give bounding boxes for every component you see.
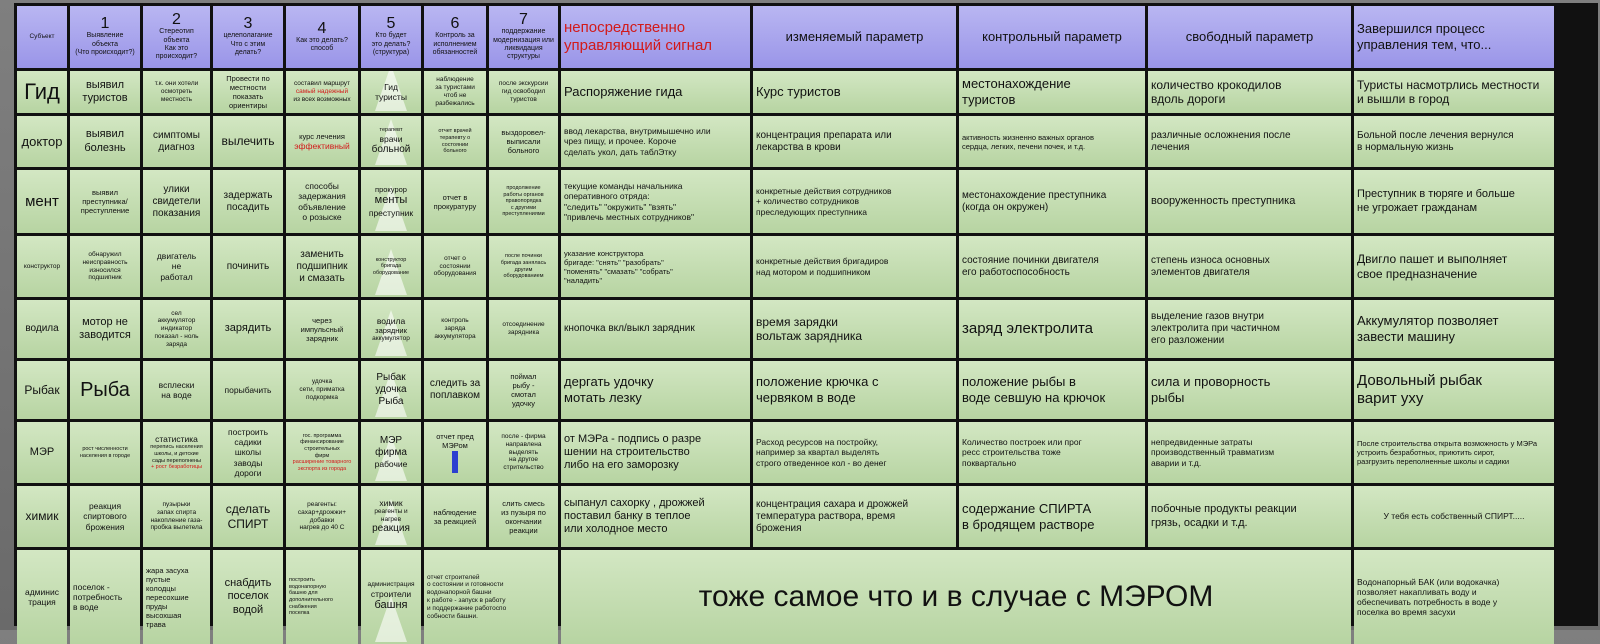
cell-support bbox=[489, 300, 558, 358]
row-subject bbox=[17, 170, 67, 233]
cell-signal bbox=[561, 170, 750, 233]
cell-text: сел аккумулятор индикатор показал - ноль заряда bbox=[154, 309, 199, 348]
cell-support bbox=[489, 170, 558, 233]
cell-control bbox=[424, 300, 486, 358]
cell-text: после - фирма направлена выделять на другое стрительство bbox=[501, 433, 546, 472]
cell-text: Расход ресурсов на постройку, например за квартал выделять строго отведенное кол - во денег bbox=[756, 437, 887, 468]
cell-text-highlight: расширение товарного экспорта из города bbox=[292, 459, 352, 472]
cell-goal bbox=[213, 361, 283, 419]
header-finished bbox=[1354, 6, 1554, 68]
subject-label: мент bbox=[25, 192, 59, 210]
cell-free bbox=[1148, 116, 1351, 167]
header-col-3 bbox=[213, 6, 283, 68]
cell-text: сыпанул сахорку , дрожжей поставил банку в теплое или холодное место bbox=[564, 496, 705, 536]
row-subject bbox=[17, 71, 67, 113]
cell-text: конкретные действия сотрудников + количество сотрудников преследующих преступника bbox=[756, 186, 892, 217]
cell-text: выявил болезнь bbox=[84, 128, 126, 154]
header-col-1 bbox=[70, 6, 140, 68]
cell-text: отчет пред МЭРом bbox=[436, 432, 474, 450]
header-col-num: 2 bbox=[172, 11, 181, 29]
structure-middle: зарядник bbox=[375, 325, 407, 335]
cell-text: жара засуха пустые колодцы пересохшие пруды высохшая трава bbox=[146, 565, 189, 629]
cell-text: Рыба bbox=[80, 379, 130, 401]
structure-top: водила bbox=[376, 315, 406, 326]
header-col-6 bbox=[424, 6, 486, 68]
cell-text: содержание СПИРТА в бродящем растворе bbox=[962, 500, 1095, 532]
cell-text: отчет строителей о состоянии и готовности водонапорной башни к работе - запуск в работу и поддержание работоспо собности башни. bbox=[427, 573, 507, 620]
cell-finished bbox=[1354, 116, 1554, 167]
cell-goal bbox=[213, 486, 283, 547]
subject-label: Рыбак bbox=[24, 382, 60, 397]
header-col-num: 1 bbox=[100, 15, 110, 33]
cell-stereotype bbox=[143, 236, 210, 297]
cell-detect bbox=[70, 236, 140, 297]
cell-free bbox=[1148, 300, 1351, 358]
cell-text: симптомы диагноз bbox=[153, 129, 200, 153]
cell-text: концентрация препарата или лекарства в крови bbox=[756, 129, 892, 153]
cell-stereotype bbox=[143, 300, 210, 358]
row-subject bbox=[17, 300, 67, 358]
cell-control-param bbox=[959, 422, 1145, 483]
cell-free bbox=[1148, 361, 1351, 419]
cell-control bbox=[424, 170, 486, 233]
cell-detect bbox=[70, 422, 140, 483]
cell-text: удочка сети, приматка подкормка bbox=[299, 378, 345, 401]
cell-control bbox=[424, 71, 486, 113]
cell-goal bbox=[213, 422, 283, 483]
cell-control-param bbox=[959, 300, 1145, 358]
management-table bbox=[14, 3, 1598, 629]
cell-text-highlight: эффективный bbox=[294, 140, 350, 151]
cell-text: указание конструктора бригаде: "снять" "разобрать" "поменять" "смазать" "собрать" "наладить" bbox=[564, 248, 673, 285]
header-col-7 bbox=[489, 6, 558, 68]
cell-finished bbox=[1354, 486, 1554, 547]
cell-support bbox=[489, 236, 558, 297]
cell-text: рост численности населения в городе bbox=[79, 445, 131, 459]
cell-text: У тебя есть собственный СПИРТ..... bbox=[1383, 511, 1525, 522]
cell-text: двигатель не работал bbox=[156, 251, 197, 282]
subject-label: доктор bbox=[21, 133, 63, 149]
cell-method bbox=[286, 300, 358, 358]
header-changed bbox=[753, 6, 956, 68]
cell-structure bbox=[361, 361, 421, 419]
cell-text: отчет о состоянии оборудования bbox=[433, 254, 477, 278]
cell-structure bbox=[361, 170, 421, 233]
cell-goal bbox=[213, 170, 283, 233]
cell-text: следить за поплавком bbox=[429, 378, 481, 401]
cell-text: после экскурсии гид освободил туристов bbox=[498, 80, 549, 103]
cell-control-param bbox=[959, 486, 1145, 547]
structure-bottom: оборудование bbox=[372, 269, 410, 276]
cell-text: снабдить поселок водой bbox=[224, 577, 272, 616]
header-col-2 bbox=[143, 6, 210, 68]
cell-finished bbox=[1354, 170, 1554, 233]
structure-bottom: реакция bbox=[372, 523, 410, 535]
cell-text: поймал рыбу - смотал удочку bbox=[510, 372, 537, 408]
subject-label: водила bbox=[25, 323, 59, 334]
cell-text: местонахождение туристов bbox=[962, 76, 1071, 107]
structure-middle: реагенты и нагрев bbox=[374, 507, 408, 523]
cell-text: т.к. они хотели осмотреть местность bbox=[154, 80, 199, 103]
structure-middle: фирма bbox=[375, 447, 407, 459]
cell-changed bbox=[753, 236, 956, 297]
cell-text: мотор не заводится bbox=[79, 315, 131, 341]
cell-text: улики свидетели показания bbox=[152, 183, 201, 219]
cell-control bbox=[424, 422, 486, 483]
cell-method bbox=[286, 361, 358, 419]
cell-text: местонахождение преступника (когда он окружен) bbox=[962, 189, 1107, 213]
cell-text: наблюдение за реакцией bbox=[433, 507, 477, 526]
row-subject bbox=[17, 236, 67, 297]
cell-text: Преступник в тюряге и больше не угрожает гражданам bbox=[1357, 188, 1515, 214]
cell-stereotype bbox=[143, 422, 210, 483]
cell-free bbox=[1148, 71, 1351, 113]
cell-changed bbox=[753, 116, 956, 167]
cell-signal bbox=[561, 422, 750, 483]
cell-method bbox=[286, 170, 358, 233]
cell-control bbox=[424, 236, 486, 297]
cell-text: починить bbox=[226, 260, 270, 272]
cell-text: Курс туристов bbox=[756, 84, 841, 100]
header-col-label: поддержание модернизация или ликвидация структуры bbox=[493, 28, 554, 61]
merged-text: тоже самое что и в случае с МЭРОМ bbox=[698, 580, 1214, 613]
structure-middle: менты bbox=[374, 194, 408, 207]
header-col-num: 7 bbox=[519, 11, 528, 29]
header-changed-label: изменяемый параметр bbox=[785, 29, 924, 45]
cell-method bbox=[286, 486, 358, 547]
subject-label: конструктор bbox=[23, 262, 61, 270]
cell-text: заменить подшипник и смазать bbox=[296, 248, 348, 284]
cell-finished bbox=[1354, 236, 1554, 297]
cell-text: статистика bbox=[155, 434, 198, 445]
header-control-label: контрольный параметр bbox=[982, 29, 1122, 45]
header-col-num: 5 bbox=[386, 15, 396, 33]
cell-text: Распоряжение гида bbox=[564, 84, 683, 100]
structure-bottom: рабочие bbox=[374, 459, 408, 470]
header-control bbox=[959, 6, 1145, 68]
cell-control bbox=[424, 486, 486, 547]
cell-text: перепись населения школы, и детские сады переполнены bbox=[150, 444, 203, 464]
structure-top: прокурор bbox=[375, 185, 407, 195]
cell-finished bbox=[1354, 300, 1554, 358]
subject-label: МЭР bbox=[29, 445, 55, 458]
structure-bottom: аккумулятор bbox=[372, 334, 410, 342]
cell-stereotype bbox=[143, 170, 210, 233]
cell-changed bbox=[753, 300, 956, 358]
cell-changed bbox=[753, 486, 956, 547]
cell-text: текущие команды начальника оперативного отряда: "следить" "окружить" "взять" "привлечь местных сотрудников" bbox=[564, 181, 695, 222]
cell-finished bbox=[1354, 422, 1554, 483]
structure-top: Рыбак bbox=[376, 372, 406, 383]
cell-text: непредвиденные затраты производственный травматизм аварии и т.д. bbox=[1151, 437, 1275, 468]
cell-support bbox=[489, 486, 558, 547]
cell-text: отсоединение зарядника bbox=[502, 321, 545, 336]
cell-control bbox=[424, 361, 486, 419]
cell-text: выявил туристов bbox=[82, 78, 128, 104]
cell-text: степень износа основных элементов двигателя bbox=[1151, 254, 1270, 278]
cell-structure bbox=[361, 116, 421, 167]
cell-text: порыбачить bbox=[224, 384, 272, 395]
header-finished-label: Завершился процесс управления тем, что... bbox=[1357, 21, 1492, 52]
row-subject bbox=[17, 116, 67, 167]
cell-text: поселок - потребность в воде bbox=[73, 581, 123, 613]
cell-text: положение крючка с червяком в воде bbox=[756, 374, 879, 405]
cell-text: слить смесь из пузыря по окончании реакции bbox=[501, 498, 546, 535]
cell-text: реагенты: сахар+дрожжи+ добавки нагрев до 40 С bbox=[297, 500, 347, 532]
cell-support bbox=[489, 361, 558, 419]
cell-text: Количество построек или прог ресс строительства тоже поквартально bbox=[962, 437, 1082, 468]
cell-text: Туристы насмотрлись местности и вышли в город bbox=[1357, 77, 1540, 106]
row-subject bbox=[17, 361, 67, 419]
structure-middle: удочка bbox=[375, 384, 407, 395]
cell-control bbox=[424, 116, 486, 167]
header-free-label: свободный параметр bbox=[1185, 29, 1314, 45]
structure-bottom: больной bbox=[371, 143, 411, 155]
cell-text: построить садики школы заводы дороги bbox=[228, 427, 268, 478]
header-col-label: Как это делать? способ bbox=[296, 36, 348, 52]
cell-changed bbox=[753, 71, 956, 113]
header-col-label: Выявление объекта (Что происходит?) bbox=[75, 32, 135, 57]
header-col-label: Контроль за исполнением обязанностей bbox=[432, 32, 478, 57]
cell-text: обнаружил неисправность износился подшипник bbox=[82, 250, 128, 282]
cell-text: через импульсный зарядник bbox=[300, 315, 344, 343]
structure-top: химик bbox=[379, 497, 403, 508]
header-signal bbox=[561, 6, 750, 68]
header-col-5 bbox=[361, 6, 421, 68]
cell-signal bbox=[561, 116, 750, 167]
cell-control-param bbox=[959, 71, 1145, 113]
structure-middle: врачи bbox=[379, 133, 403, 144]
cell-text: построить водонапорную башню для дополнительного снабжения поселка bbox=[289, 577, 333, 617]
cell-stereotype bbox=[143, 361, 210, 419]
structure-top: конструктор bbox=[375, 256, 407, 263]
cell-free bbox=[1148, 422, 1351, 483]
cell-text: пузырьки запах спирта накопление газа- пробка вылетела bbox=[150, 500, 203, 532]
cell-stereotype bbox=[143, 486, 210, 547]
cell-goal bbox=[213, 116, 283, 167]
header-subject-label: Субъект bbox=[29, 33, 55, 41]
cell-text: наблюдение за туристами чтоб не разбежались bbox=[435, 76, 475, 107]
header-signal-label: непосредственно управляющий сигнал bbox=[564, 19, 713, 54]
cell-text: Аккумулятор позволяет завести машину bbox=[1357, 313, 1499, 344]
cell-text: состояние починки двигателя его работоспособность bbox=[962, 254, 1099, 278]
header-col-num: 6 bbox=[450, 15, 460, 33]
cell-text: вооруженность преступника bbox=[1151, 194, 1296, 207]
cell-text: гос. программа финансирование строительных фирм bbox=[300, 432, 344, 459]
structure-middle: строители bbox=[370, 589, 412, 600]
cell-detect bbox=[70, 71, 140, 113]
structure-bottom: Рыба bbox=[378, 396, 404, 407]
cell-text: реакция спиртового брожения bbox=[83, 501, 127, 532]
cell-changed bbox=[753, 422, 956, 483]
cell-free bbox=[1148, 170, 1351, 233]
cell-text: концентрация сахара и дрожжей температура раствора, время брожения bbox=[756, 498, 909, 534]
cell-changed bbox=[753, 170, 956, 233]
cell-text: Двигло пашет и выполняет свое предназначение bbox=[1357, 252, 1508, 281]
cell-stereotype bbox=[143, 116, 210, 167]
cell-text: отчет врачей терапевту о состоянии больного bbox=[438, 128, 472, 155]
cell-text: из всех возможных bbox=[293, 95, 351, 103]
cell-text: вылечить bbox=[221, 134, 275, 149]
cell-text: После строительства открыта возможность у МЭРа устроить безработных, приютить сирот, разгрузить переполненные школы и садики bbox=[1357, 439, 1538, 466]
header-col-label: Кто будет это делать? (структура) bbox=[371, 32, 411, 57]
cell-text: различные осложнения после лечения bbox=[1151, 129, 1291, 153]
cell-text: курс лечения bbox=[299, 131, 345, 141]
cell-detect bbox=[70, 300, 140, 358]
cell-structure bbox=[361, 486, 421, 547]
cell-control-param bbox=[959, 236, 1145, 297]
cell-text: количество крокодилов вдоль дороги bbox=[1151, 77, 1282, 106]
header-col-num: 4 bbox=[317, 19, 327, 37]
cell-text: продолжение работы органов правопорядка с другими преступлениями bbox=[502, 185, 545, 218]
cell-text: контроль заряда аккумулятора bbox=[434, 317, 476, 340]
cell-text: побочные продукты реакции грязь, осадки и т.д. bbox=[1151, 503, 1297, 529]
cell-method bbox=[286, 236, 358, 297]
cell-structure bbox=[361, 300, 421, 358]
cell-structure bbox=[361, 422, 421, 483]
cell-control-param bbox=[959, 170, 1145, 233]
cell-text: дергать удочку мотать лезку bbox=[564, 374, 654, 405]
cell-method bbox=[286, 116, 358, 167]
cell-text: Больной после лечения вернулся в нормальную жизнь bbox=[1357, 129, 1514, 153]
cell-detect bbox=[70, 486, 140, 547]
structure-top: администрация bbox=[367, 581, 415, 589]
cell-text: зарядить bbox=[224, 322, 272, 335]
header-subject bbox=[17, 6, 67, 68]
cell-text: заряд электролита bbox=[962, 320, 1093, 337]
cell-detect bbox=[70, 361, 140, 419]
cell-text: отчет в прокуратуру bbox=[433, 192, 477, 211]
structure-bottom: башня bbox=[374, 599, 408, 612]
cell-structure bbox=[361, 236, 421, 297]
cell-signal bbox=[561, 486, 750, 547]
cell-text: Провести по местности показать ориентиры bbox=[226, 74, 270, 110]
subject-label: админис трация bbox=[25, 586, 59, 607]
cell-goal bbox=[213, 236, 283, 297]
cell-detect bbox=[70, 170, 140, 233]
structure-top: МЭР bbox=[379, 435, 403, 447]
subject-label: химик bbox=[25, 509, 59, 524]
cell-signal bbox=[561, 236, 750, 297]
cell-support bbox=[489, 71, 558, 113]
header-free bbox=[1148, 6, 1351, 68]
cell-text: всплески на воде bbox=[158, 379, 195, 400]
header-col-label: Стереотип объекта Как это происходит? bbox=[155, 28, 198, 61]
header-col-4 bbox=[286, 6, 358, 68]
cell-signal bbox=[561, 361, 750, 419]
row-subject bbox=[17, 422, 67, 483]
cell-stereotype bbox=[143, 71, 210, 113]
cell-free bbox=[1148, 236, 1351, 297]
cell-detect bbox=[70, 116, 140, 167]
cell-text: способы задержания объявление о розыске bbox=[298, 181, 346, 222]
cell-free bbox=[1148, 486, 1351, 547]
header-col-num: 3 bbox=[243, 15, 253, 33]
cell-text: сделать СПИРТ bbox=[225, 502, 271, 531]
structure-bottom: туристы bbox=[375, 92, 407, 102]
cell-support bbox=[489, 116, 558, 167]
cell-text: выздоровел- выписали больного bbox=[501, 128, 546, 155]
cell-text: положение рыбы в воде севшую на крючок bbox=[962, 374, 1106, 405]
cell-text: выявил преступника/ преступление bbox=[80, 188, 130, 215]
cell-finished bbox=[1354, 71, 1554, 113]
structure-bottom: преступник bbox=[368, 207, 414, 218]
subject-label: Гид bbox=[24, 78, 60, 104]
cell-control-param bbox=[959, 361, 1145, 419]
cell-text: время зарядки вольтаж зарядника bbox=[756, 314, 863, 343]
cell-support bbox=[489, 422, 558, 483]
cell-text: ввод лекарства, внутримышечно или чрез пищу, и прочее. Короче сделать укол, дать таблЭтку bbox=[564, 126, 711, 157]
cell-structure bbox=[361, 71, 421, 113]
cell-text: Довольный рыбак варит уху bbox=[1357, 372, 1482, 407]
cell-text: сила и проворность рыбы bbox=[1151, 374, 1271, 405]
structure-top: Гид bbox=[384, 81, 398, 92]
cell-text-highlight: самый надежный bbox=[295, 88, 349, 96]
cell-text-highlight: + рост безработицы bbox=[150, 464, 203, 471]
cell-text: активность жизненно важных органов сердца, легких, печени почек, и т.д. bbox=[962, 132, 1094, 151]
cell-changed bbox=[753, 361, 956, 419]
cell-goal bbox=[213, 300, 283, 358]
cell-text: задержать посадить bbox=[223, 189, 273, 213]
cell-text: Водонапорный БАК (или водокачка) позволяет накапливать воду и обеспечивать потребность в воде у поселка во время засухи bbox=[1357, 576, 1500, 618]
cell-method bbox=[286, 71, 358, 113]
header-col-label: целеполагание Что с этим делать? bbox=[223, 32, 273, 57]
cell-text: кнопочка вкл/выкл зарядник bbox=[564, 323, 695, 334]
structure-middle: бригада bbox=[380, 263, 402, 270]
cell-control-param bbox=[959, 116, 1145, 167]
cell-signal bbox=[561, 300, 750, 358]
cell-text: от МЭРа - подпись о разре шении на строительство либо на его заморозку bbox=[564, 432, 702, 472]
cell-text: составил маршрут bbox=[293, 80, 351, 88]
cell-text: выделение газов внутри электролита при частичном его разложении bbox=[1151, 311, 1280, 346]
cell-text: после починки бригада занялась другим оборудованием bbox=[500, 253, 547, 280]
structure-top: терапевт bbox=[379, 127, 403, 134]
cell-goal bbox=[213, 71, 283, 113]
blue-bar-marker bbox=[452, 451, 458, 473]
cell-signal bbox=[561, 71, 750, 113]
cell-method bbox=[286, 422, 358, 483]
row-subject bbox=[17, 486, 67, 547]
cell-text: конкретные действия бригадиров над мотором и подшипником bbox=[756, 256, 889, 277]
cell-finished bbox=[1354, 361, 1554, 419]
